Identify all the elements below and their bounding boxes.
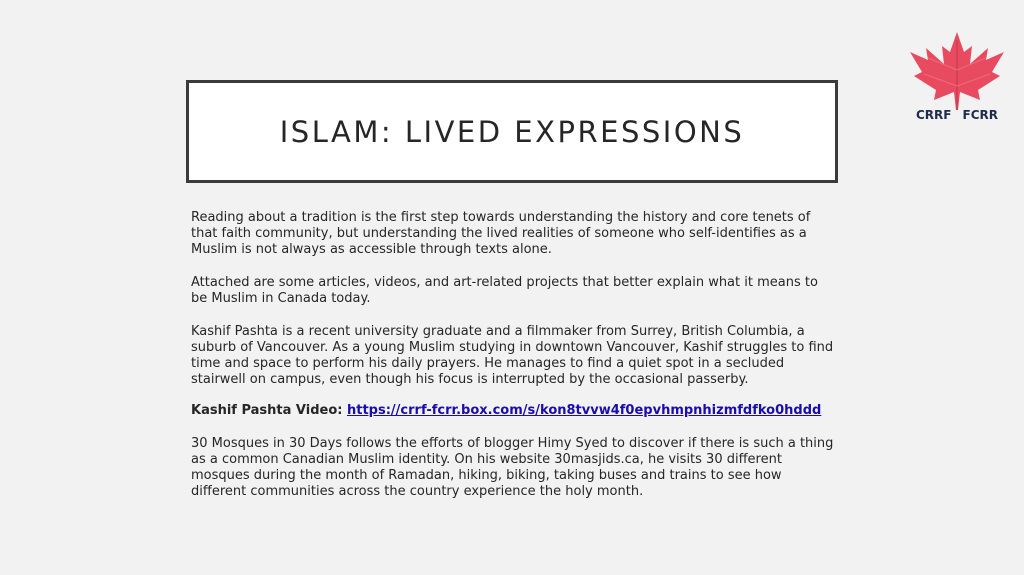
paragraph-mosques: 30 Mosques in 30 Days follows the efforts of blogger Himy Syed to discover if there is such a thing as a common Canadian Muslim identity. On his website 30masjids.ca, he visits 30 different mosques during the month of Ramadan, hiking, biking, taking buses and trains to see how different communities across the country experience the holy month. <box>191 436 834 499</box>
video-line <box>191 403 836 419</box>
title-box <box>186 80 838 183</box>
paragraph-attached: Attached are some articles, videos, and art-related projects that better explain what it means to be Muslim in Canada today. <box>191 275 818 306</box>
paragraph-kashif: Kashif Pashta is a recent university graduate and a filmmaker from Surrey, British Columbia, a suburb of Vancouver. As a young Muslim studying in downtown Vancouver, Kashif struggles to find time and space to perform his daily prayers. He manages to find a quiet spot in a secluded stairwell on campus, even though his focus is interrupted by the occasional passerby. <box>191 324 834 387</box>
paragraph-intro: Reading about a tradition is the first step towards understanding the history and core tenets of that faith community, but understanding the lived realities of someone who self-identifies as a Muslim is not always as accessible through texts alone. <box>191 210 811 257</box>
slide-title: ISLAM: LIVED EXPRESSIONS <box>279 114 745 149</box>
maple-leaf-icon <box>908 30 1006 110</box>
video-link[interactable]: https://crrf-fcrr.box.com/s/kon8tvvw4f0epvhmpnhizmfdfko0hddd <box>347 403 822 418</box>
slide-content <box>191 210 836 517</box>
video-label: Kashif Pashta Video: <box>191 403 347 418</box>
crrf-logo <box>908 30 1006 124</box>
logo-right-text: FCRR <box>962 108 998 122</box>
logo-left-text: CRRF <box>916 108 952 122</box>
